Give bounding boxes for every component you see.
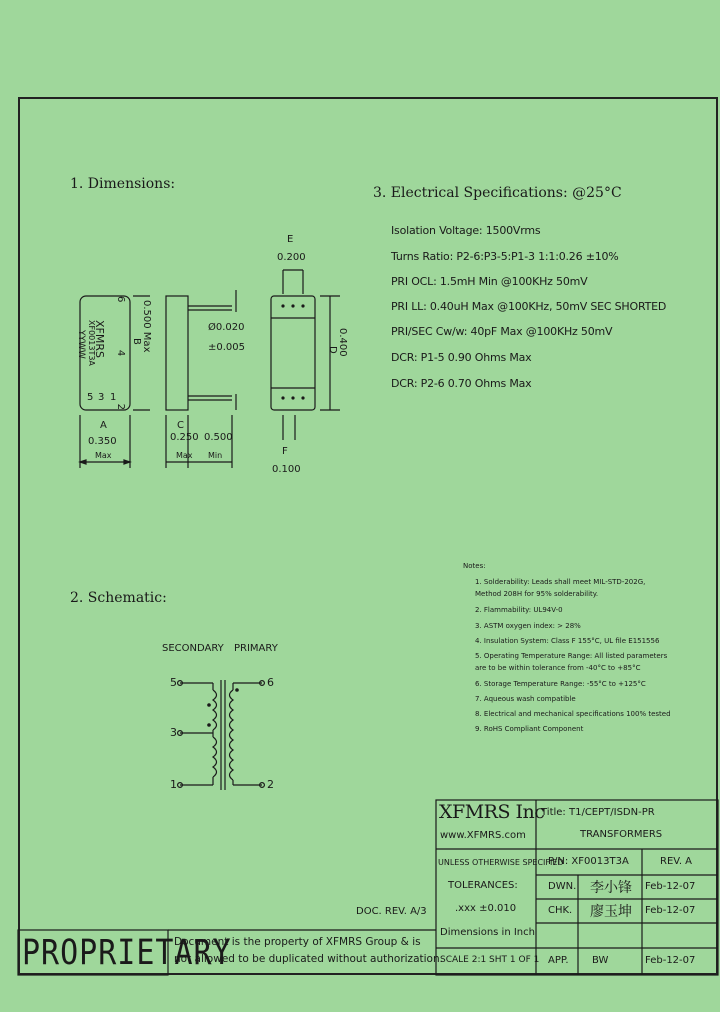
note-item: Method 208H for 95% solderability. xyxy=(475,590,599,598)
pin-label: 6 xyxy=(115,296,126,303)
doc-revision: DOC. REV. A/3 xyxy=(356,906,427,917)
schematic-lines xyxy=(178,680,265,790)
notes-title: Notes: xyxy=(463,562,486,570)
spec-capacitance: PRI/SEC Cw/w: 40pF Max @100KHz 50mV xyxy=(391,325,613,338)
schematic-heading: 2. Schematic: xyxy=(70,590,167,606)
marking-part-number: XF0013T3A xyxy=(87,320,96,366)
spec-dcr-p26: DCR: P2-6 0.70 Ohms Max xyxy=(391,377,532,390)
marking-xfmrs: XFMRS xyxy=(93,320,106,358)
note-item: 3. ASTM oxygen index: > 28% xyxy=(475,622,581,630)
pin-6-label: 6 xyxy=(267,676,274,689)
spec-turns-ratio: Turns Ratio: P2-6:P3-5:P1-3 1:1:0.26 ±10% xyxy=(391,250,619,263)
drawing-title-line2: TRANSFORMERS xyxy=(580,829,663,840)
company-name: XFMRS Inc xyxy=(439,801,545,823)
pin-label: 3 xyxy=(98,392,105,403)
note-item: are to be within tolerance from -40°C to +85°C xyxy=(475,664,641,672)
dim-c-value: 0.250 xyxy=(170,432,199,443)
revision: REV. A xyxy=(660,856,693,867)
dim-f-label: F xyxy=(282,446,288,457)
note-item: 1. Solderability: Leads shall meet MIL-STD-202G, xyxy=(475,578,646,586)
company-website: www.XFMRS.com xyxy=(440,830,526,841)
pin-label: 4 xyxy=(115,349,126,357)
dim-e-value: 0.200 xyxy=(277,252,306,263)
electrical-heading: 3. Electrical Specifications: @25°C xyxy=(373,185,622,201)
spec-dcr-p15: DCR: P1-5 0.90 Ohms Max xyxy=(391,351,532,364)
spec-isolation: Isolation Voltage: 1500Vrms xyxy=(391,224,541,237)
dwn-date: Feb-12-07 xyxy=(645,881,696,892)
dim-d-label: D xyxy=(327,346,338,354)
side-view-body xyxy=(166,296,188,410)
dwn-signature: 李小锋 xyxy=(590,880,632,896)
tolerance-value: .xxx ±0.010 xyxy=(455,903,517,914)
pin-label: 1 xyxy=(110,392,117,403)
dim-b-label: B xyxy=(131,338,142,345)
scale-sheet: SCALE 2:1 SHT 1 OF 1 xyxy=(440,955,540,965)
note-item: 2. Flammability: UL94V-0 xyxy=(475,606,563,614)
pin-2-label: 2 xyxy=(267,778,274,791)
dim-a-label: A xyxy=(100,420,107,431)
dim-a-tol: Max xyxy=(95,451,112,460)
dim-d-value: 0.400 xyxy=(337,328,348,357)
spec-ocl: PRI OCL: 1.5mH Min @100KHz 50mV xyxy=(391,275,588,288)
pin-1-label: 1 xyxy=(170,778,177,791)
dimensions-unit: Dimensions in Inch xyxy=(440,927,535,938)
part-number: P/N: XF0013T3A xyxy=(548,856,629,867)
note-item: 8. Electrical and mechanical specifications 100% tested xyxy=(475,710,671,718)
disclaimer-line1: Document is the property of XFMRS Group & is xyxy=(174,936,421,948)
pin-5-label: 5 xyxy=(170,676,177,689)
chk-date: Feb-12-07 xyxy=(645,905,696,916)
note-item: 5. Operating Temperature Range: All listed parameters xyxy=(475,652,668,660)
pin-label: 5 xyxy=(87,392,94,403)
tolerances-label: TOLERANCES: xyxy=(448,880,518,891)
dim-pin-diameter: Ø0.020 xyxy=(208,322,245,333)
dimensions-heading: 1. Dimensions: xyxy=(70,176,176,192)
polarity-dots xyxy=(207,688,239,727)
dwn-label: DWN. xyxy=(548,881,577,892)
chk-signature: 廖玉坤 xyxy=(590,904,632,920)
spec-leakage: PRI LL: 0.40uH Max @100KHz, 50mV SEC SHORTED xyxy=(391,300,667,313)
pin-3-label: 3 xyxy=(170,726,177,739)
secondary-label: SECONDARY xyxy=(162,643,224,654)
dim-c-label: C xyxy=(177,420,184,431)
dim-b-value: 0.500 Max xyxy=(141,300,152,353)
proprietary-label: PROPRIETARY xyxy=(22,933,232,974)
note-item: 6. Storage Temperature Range: -55°C to +125°C xyxy=(475,680,646,688)
end-view-body xyxy=(271,296,315,410)
pin-label: 2 xyxy=(115,403,126,410)
note-item: 4. Insulation System: Class F 155°C, UL file E151556 xyxy=(475,637,660,645)
dim-lead-value: 0.500 xyxy=(204,432,233,443)
unless-specified: UNLESS OTHERWISE SPECIFIED xyxy=(438,858,564,867)
disclaimer-line2: not allowed to be duplicated without authorization. xyxy=(174,953,443,965)
note-item: 9. RoHS Compliant Component xyxy=(475,725,584,733)
dim-e-label: E xyxy=(287,234,294,245)
app-label: APP. xyxy=(548,955,569,966)
app-date: Feb-12-07 xyxy=(645,955,696,966)
marking-date-code: YYWW xyxy=(76,330,86,359)
note-item: 7. Aqueous wash compatible xyxy=(475,695,576,703)
chk-label: CHK. xyxy=(548,905,573,916)
dim-a-value: 0.350 xyxy=(88,436,117,447)
drawing-title-line1: Title: T1/CEPT/ISDN-PR xyxy=(541,807,655,818)
dim-f-value: 0.100 xyxy=(272,464,301,475)
dim-pin-diameter-tol: ±0.005 xyxy=(208,342,246,353)
dim-lead-tol: Min xyxy=(208,451,223,460)
dim-c-tol: Max xyxy=(176,451,193,460)
app-signature: BW xyxy=(592,955,609,966)
primary-label: PRIMARY xyxy=(234,643,278,654)
